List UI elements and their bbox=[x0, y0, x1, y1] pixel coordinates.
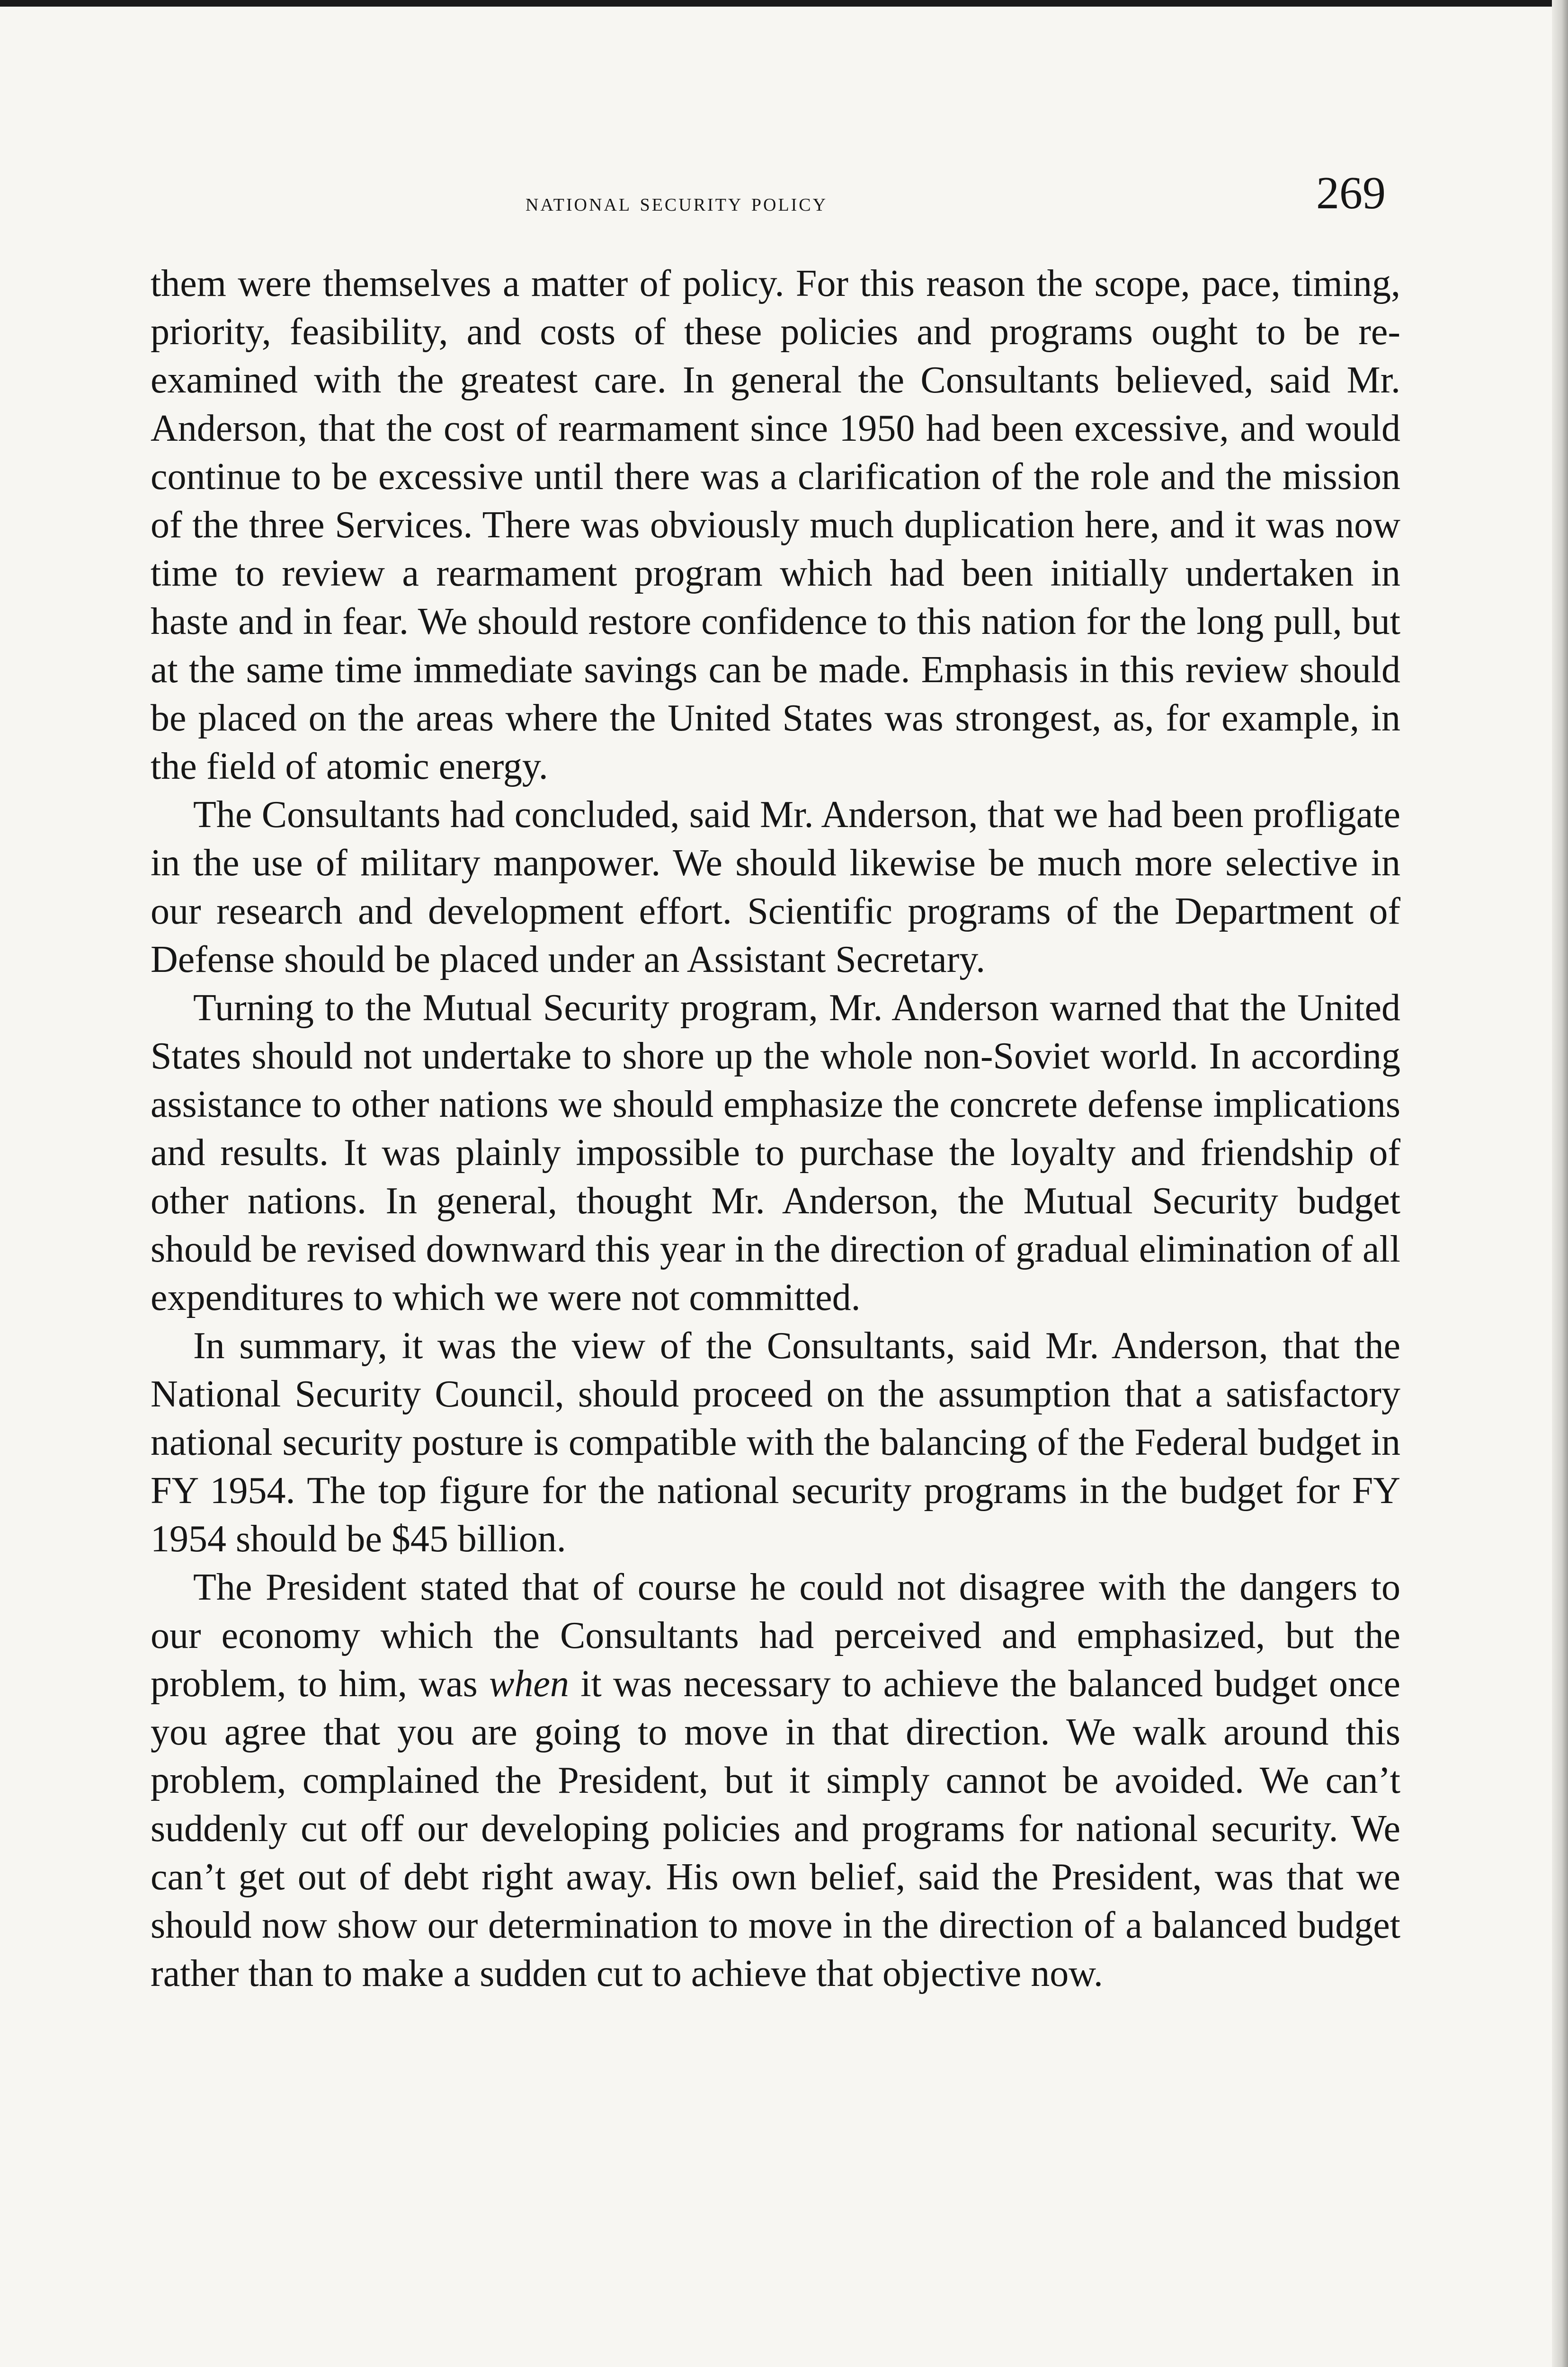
body-text bbox=[151, 259, 1400, 1998]
paragraph-3: Turning to the Mutual Security program, Mr. Anderson warned that the United States should not undertake to shore up the whole non-Soviet world. In according assistance to other nations we should emphasize the concrete defense implications and results. It was plainly impossible to purchase the loyalty and friendship of other nations. In general, thought Mr. Anderson, the Mutual Security budget should be revised downward this year in the direction of gradual elimination of all expenditures to which we were not committed. bbox=[151, 987, 1400, 1318]
paragraph-1: them were themselves a matter of policy. For this reason the scope, pace, timing, priority, feasibility, and costs of these policies and programs ought to be re-examined with the greatest care. In general the Consultants believed, said Mr. Anderson, that the cost of rearmament since 1950 had been excessive, and would continue to be excessive until there was a clarification of the role and the mission of the three Services. There was obviously much duplication here, and it was now time to review a rearmament program which had been initially undertaken in haste and in fear. We should restore confidence to this nation for the long pull, but at the same time immediate savings can be made. Emphasis in this review should be placed on the areas where the United States was strongest, as, for example, in the field of atomic energy. bbox=[151, 263, 1400, 787]
scan-page-edge bbox=[1552, 0, 1568, 2367]
paragraph-5 bbox=[151, 1563, 1400, 1998]
paragraph-2: The Consultants had concluded, said Mr. Anderson, that we had been profligate in the use of military manpower. We should likewise be much more selective in our research and development effort. Scientific programs of the Department of Defense should be placed under an Assistant Secretary. bbox=[151, 794, 1400, 980]
paragraph-5-text-before: The President stated that of course he could not disagree with the dangers to our economy which the Consultants had perceived and emphasized, but the problem, to him, was bbox=[151, 1566, 1400, 1705]
running-head bbox=[0, 0, 1568, 284]
paragraph-5-text-after: it was necessary to achieve the balanced budget once you agree that you are going to move in that direction. We walk around this problem, complained the President, but it simply cannot be avoided. We can’t suddenly cut off our developing policies and programs for national security. We can’t get out of debt right away. His own belief, said the President, was that we should now show our determination to move in the direction of a balanced budget rather than to make a sudden cut to achieve that objective now. bbox=[151, 1663, 1400, 1994]
italic-emphasis-when: when bbox=[489, 1663, 569, 1705]
page-number: 269 bbox=[1316, 168, 1386, 219]
running-title: national security policy bbox=[526, 188, 828, 216]
paragraph-4: In summary, it was the view of the Consultants, said Mr. Anderson, that the National Security Council, should proceed on the assumption that a satisfactory national security posture is compatible with the balancing of the Federal budget in FY 1954. The top figure for the national security programs in the budget for FY 1954 should be $45 billion. bbox=[151, 1325, 1400, 1560]
